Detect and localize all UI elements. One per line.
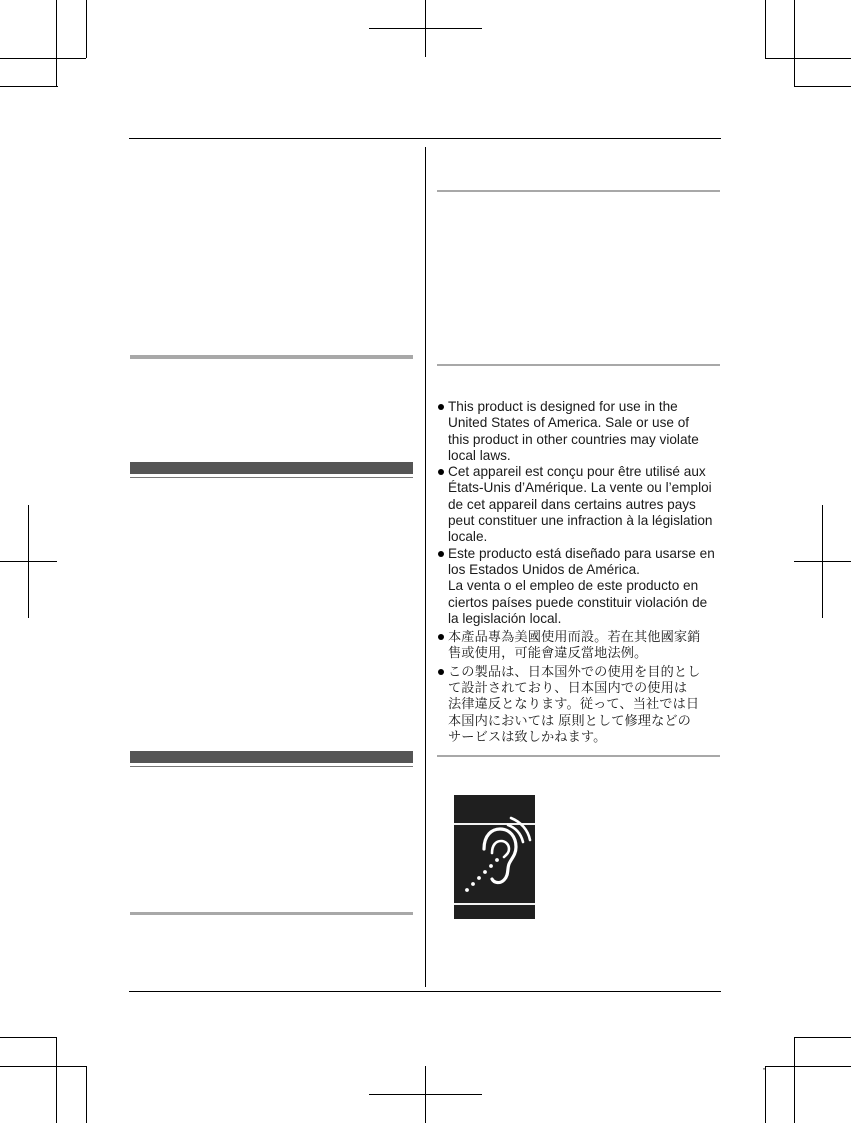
- page-corner-mark: ·: [762, 1061, 766, 1075]
- crop-mark-top-right-vertical-2: [765, 0, 766, 58]
- left-section-heading-underline-2: [130, 766, 413, 767]
- right-section-rule-2: [437, 364, 720, 366]
- notice-line: this product in other countries may violate: [448, 431, 699, 447]
- notice-line: この製品は、日本国外での使用を目的とし: [448, 663, 701, 679]
- left-section-heading-bar-1: [130, 462, 413, 474]
- notice-line: 本產品專為美國使用而設。若在其他國家銷: [448, 629, 701, 645]
- right-section-rule-3: [437, 755, 720, 757]
- notice-line: Cet appareil est conçu pour être utilisé aux: [448, 464, 706, 480]
- crop-mark-bottom-left-horizontal: [0, 1066, 86, 1067]
- notice-line: 本国内においては 原則として修理などの: [448, 712, 691, 728]
- left-section-heading-underline-1: [130, 477, 413, 478]
- left-section-rule-2: [130, 912, 413, 915]
- notice-line: local laws.: [448, 447, 511, 463]
- footer-rule: [129, 991, 721, 992]
- notice-line: 售或使用，可能會違反當地法例。: [448, 645, 648, 661]
- crop-mark-left-middle-horizontal: [0, 561, 57, 562]
- bullet-icon: [438, 669, 444, 675]
- bullet-icon: [438, 469, 444, 475]
- header-rule: [129, 138, 721, 139]
- hearing-loop-ear-icon: [454, 795, 535, 919]
- notice-item-english: [438, 399, 728, 464]
- crop-mark-bottom-center-horizontal: [369, 1094, 482, 1095]
- notice-item-spanish: [438, 546, 728, 627]
- crop-mark-top-left-vertical-2: [86, 0, 87, 58]
- notice-line: サービスは致しかねます。: [448, 728, 607, 744]
- bullet-icon: [438, 404, 444, 410]
- crop-mark-bottom-left-horizontal-2: [0, 1037, 57, 1038]
- notice-line: la legislación local.: [448, 610, 562, 626]
- crop-mark-top-center-horizontal: [369, 28, 482, 29]
- crop-mark-bottom-right-vertical: [794, 1037, 795, 1123]
- regional-use-notice: [438, 399, 728, 745]
- notice-line: peut constituer une infraction à la législation: [448, 513, 713, 529]
- notice-line: locale.: [448, 529, 488, 545]
- crop-mark-top-right-horizontal-2: [794, 86, 851, 87]
- notice-line: て設計されており、日本国内での使用は: [448, 680, 688, 696]
- crop-mark-top-right-vertical: [794, 0, 795, 86]
- notice-line: La venta o el empleo de este producto en: [448, 578, 699, 594]
- crop-mark-right-middle-horizontal: [794, 561, 851, 562]
- crop-mark-top-right-horizontal: [765, 58, 851, 59]
- notice-line: ciertos países puede constituir violación de: [448, 594, 708, 610]
- notice-line: United States of America. Sale or use of: [448, 415, 690, 431]
- crop-mark-top-left-horizontal: [0, 58, 86, 59]
- notice-line: Este producto está diseñado para usarse en: [448, 545, 715, 561]
- notice-line: États-Unis d’Amérique. La vente ou l’emploi: [448, 480, 712, 496]
- hearing-loop-logo: [454, 795, 535, 919]
- bullet-icon: [438, 551, 444, 557]
- crop-mark-bottom-right-horizontal-2: [794, 1037, 851, 1038]
- crop-mark-bottom-left-vertical-2: [86, 1066, 87, 1123]
- bullet-icon: [438, 634, 444, 640]
- column-divider: [425, 147, 426, 987]
- notice-item-french: [438, 464, 728, 545]
- left-section-rule-1: [130, 355, 413, 359]
- notice-line: This product is designed for use in the: [448, 399, 678, 414]
- crop-mark-top-left-horizontal-2: [0, 86, 58, 87]
- notice-line: de cet appareil dans certains autres pays: [448, 496, 696, 512]
- crop-mark-bottom-left-vertical: [56, 1037, 57, 1123]
- crop-mark-bottom-right-horizontal: [765, 1066, 851, 1067]
- notice-item-chinese: [438, 629, 728, 662]
- right-section-rule-1: [437, 190, 720, 192]
- left-section-heading-bar-2: [130, 751, 413, 763]
- crop-mark-top-left-vertical: [56, 0, 57, 86]
- notice-line: los Estados Unidos de América.: [448, 561, 640, 577]
- notice-item-japanese: [438, 664, 728, 745]
- notice-line: 法律違反となります。従って、当社では日: [448, 696, 700, 712]
